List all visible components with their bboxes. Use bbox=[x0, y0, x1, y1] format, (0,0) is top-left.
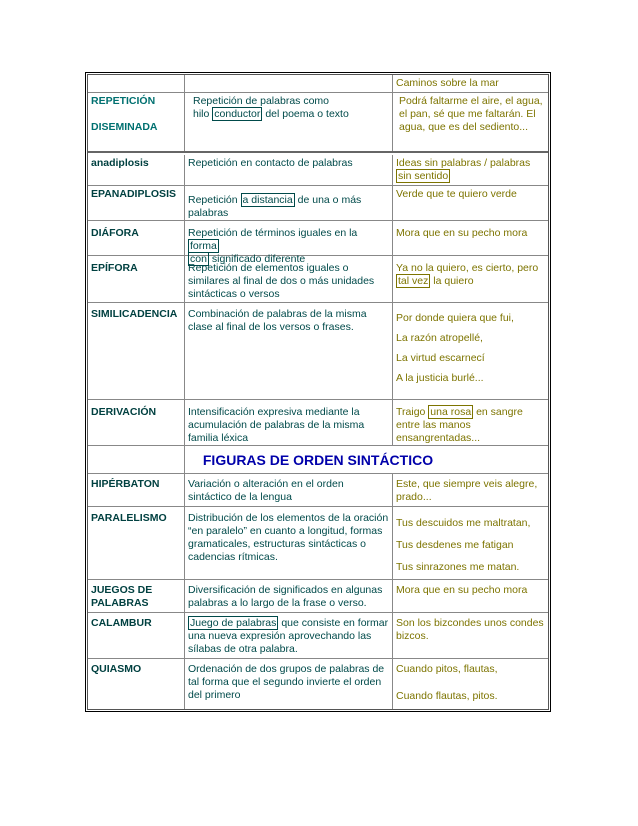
verse-line: Por donde quiera que fui, bbox=[396, 312, 514, 324]
definition-text: de una o más palabras bbox=[188, 194, 362, 219]
table-row bbox=[88, 303, 548, 400]
header-cell-3: Caminos sobre la mar bbox=[392, 75, 548, 92]
definition-text: Repetición bbox=[188, 194, 241, 206]
term-cell bbox=[88, 93, 184, 151]
definition-cell bbox=[184, 613, 392, 658]
highlight-box: sin sentido bbox=[398, 170, 449, 182]
term-cell: EPANADIPLOSIS bbox=[91, 188, 176, 200]
highlight-box: tal vez bbox=[398, 275, 429, 287]
highlight-box: forma bbox=[190, 240, 217, 252]
example-text: en sangre entre las manos ensangrentadas... bbox=[396, 406, 523, 444]
highlight-box: conductor bbox=[214, 108, 261, 120]
section-title: FIGURAS DE ORDEN SINTÁCTICO bbox=[202, 452, 434, 468]
term-cell: CALAMBUR bbox=[91, 617, 152, 629]
term-cell: HIPÉRBATON bbox=[91, 478, 160, 490]
verse-line: Tus sinrazones me matan. bbox=[396, 561, 520, 573]
example-cell: Mora que en su pecho mora bbox=[392, 221, 548, 255]
example-text: Traigo bbox=[396, 406, 429, 418]
verse-line: Cuando pitos, flautas, bbox=[396, 663, 498, 675]
verse-line: La virtud escarnecí bbox=[396, 352, 485, 364]
verse-line: Cuando flautas, pitos. bbox=[396, 690, 498, 702]
table-row bbox=[88, 659, 548, 709]
term-cell: DERIVACIÓN bbox=[91, 406, 157, 418]
example-cell: Verde que te quiero verde bbox=[392, 186, 548, 220]
definition-cell: Ordenación de dos grupos de palabras de tal forma que el segundo invierte el orden del primero bbox=[184, 659, 392, 709]
example-cell bbox=[392, 256, 548, 302]
table-row bbox=[88, 186, 548, 221]
highlight-box: una rosa bbox=[430, 406, 472, 418]
definition-text: Repetición de términos iguales en la bbox=[188, 227, 358, 239]
verse-line: Tus desdenes me fatigan bbox=[396, 539, 514, 551]
example-cell: Son los bizcondes unos condes bizcos. bbox=[392, 613, 548, 658]
table-row bbox=[88, 613, 548, 659]
term-cell: anadiplosis bbox=[91, 157, 149, 169]
definition-line: Repetición de palabras como bbox=[193, 95, 329, 107]
example-text: Ideas sin palabras / palabras bbox=[396, 157, 531, 169]
definition-text: significado diferente bbox=[208, 253, 306, 265]
definition-cell bbox=[184, 93, 392, 151]
table-row bbox=[88, 400, 548, 446]
table-row bbox=[88, 75, 548, 93]
example-text: Ya no la quiero, es cierto, pero bbox=[396, 262, 539, 274]
example-cell bbox=[392, 155, 548, 185]
example-cell bbox=[392, 303, 548, 399]
example-cell: Podrá faltarme el aire, el agua, el pan, sé que me faltarán. El agua, que es del sediento... bbox=[392, 93, 548, 151]
definition-cell: Diversificación de significados en algunas palabras a lo largo de la frase o verso. bbox=[184, 580, 392, 612]
term-line: DISEMINADA bbox=[91, 121, 158, 133]
definition-text: hilo bbox=[193, 108, 210, 120]
definition-cell: Combinación de palabras de la misma clase al final de los versos o frases. bbox=[184, 303, 392, 399]
example-cell: Mora que en su pecho mora bbox=[392, 580, 548, 612]
highlight-box: con bbox=[190, 253, 207, 265]
example-cell bbox=[392, 659, 548, 709]
definition-cell: Repetición en contacto de palabras bbox=[184, 155, 392, 185]
definition-cell bbox=[184, 186, 392, 220]
definition-cell bbox=[184, 221, 392, 265]
definition-text: que consiste en formar una nueva expresión aprovechando las sílabas de otra palabra. bbox=[188, 617, 389, 655]
definition-cell: Distribución de los elementos de la oración “en paralelo” en cuanto a longitud, formas gramaticales, estructuras sintácticas o cadencias rítmicas. bbox=[184, 507, 392, 579]
header-cell-2 bbox=[184, 75, 392, 92]
definition-cell: Variación o alteración en el orden sintáctico de la lengua bbox=[184, 474, 392, 506]
example-cell: Este, que siempre veis alegre, prado... bbox=[392, 474, 548, 506]
term-cell: DIÁFORA bbox=[91, 227, 139, 239]
table-row bbox=[88, 580, 548, 613]
highlight-box: a distancia bbox=[242, 194, 293, 206]
definition-cell: Intensificación expresiva mediante la acumulación de palabras de la misma familia léxica bbox=[184, 400, 392, 445]
term-cell: JUEGOS DE PALABRAS bbox=[91, 584, 153, 609]
table-row bbox=[88, 474, 548, 507]
term-cell: SIMILICADENCIA bbox=[91, 308, 178, 320]
term-cell: PARALELISMO bbox=[91, 512, 167, 524]
verse-line: La razón atropellé, bbox=[396, 332, 483, 344]
header-cell-1 bbox=[88, 75, 184, 92]
term-cell: EPÍFORA bbox=[91, 262, 138, 274]
verse-line: A la justicia burlé... bbox=[396, 372, 484, 384]
definition-text: del poema o texto bbox=[265, 108, 349, 120]
example-cell bbox=[392, 507, 548, 579]
example-cell bbox=[392, 400, 548, 445]
highlight-box: Juego de palabras bbox=[190, 617, 277, 629]
term-cell: QUIASMO bbox=[91, 663, 142, 675]
definition-cell: Repetición de elementos iguales o similares al final de dos o más unidades sintácticas o versos bbox=[184, 256, 392, 302]
table-row bbox=[88, 93, 548, 153]
example-text: la quiero bbox=[430, 275, 474, 287]
table-row bbox=[88, 221, 548, 265]
table-row bbox=[88, 256, 548, 303]
verse-line: Tus descuidos me maltratan, bbox=[396, 517, 531, 529]
table-row bbox=[88, 155, 548, 186]
definition-line bbox=[193, 108, 389, 121]
table-row bbox=[88, 507, 548, 580]
term-line: REPETICIÓN bbox=[91, 95, 156, 107]
